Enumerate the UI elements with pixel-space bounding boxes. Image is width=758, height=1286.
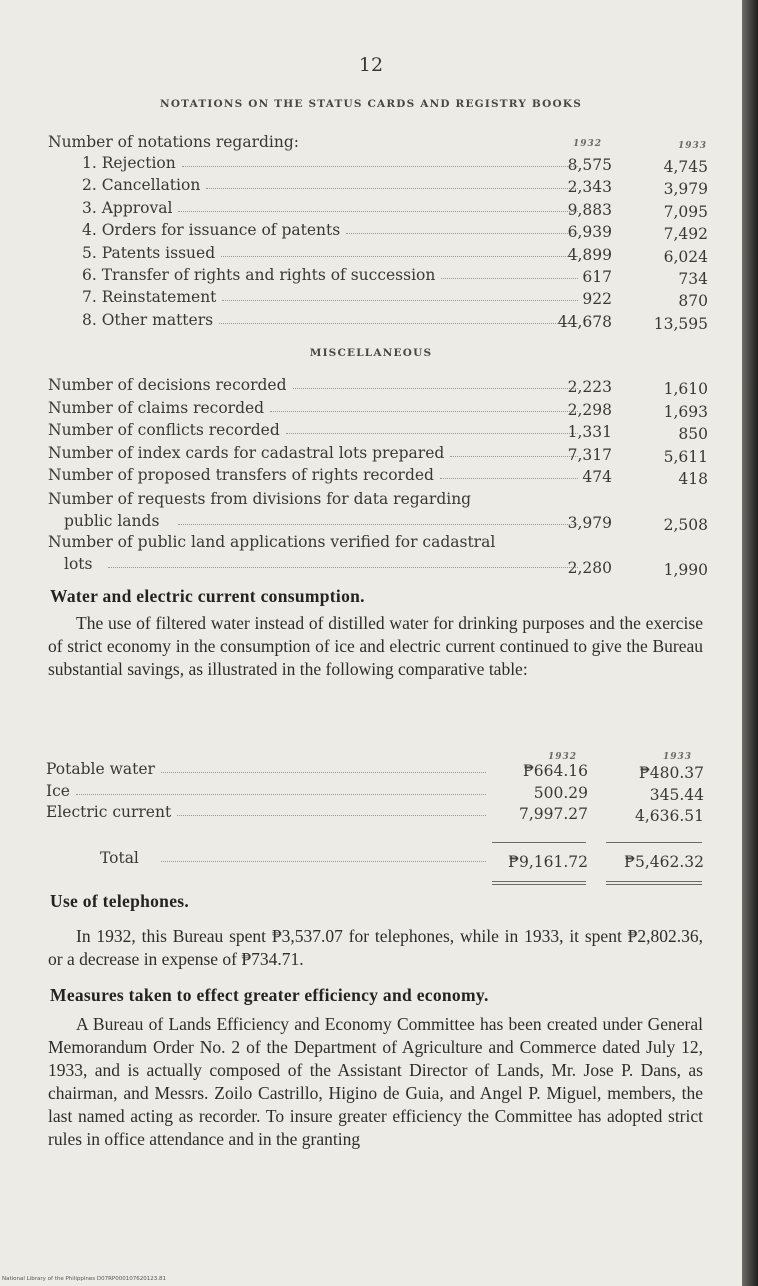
misc-title: MISCELLANEOUS (309, 347, 433, 359)
total-double-rule (492, 884, 586, 885)
water-row-1932: 7,997.27 (518, 805, 588, 823)
leader-dots (178, 524, 578, 525)
water-row (46, 801, 706, 823)
total-double-rule (606, 881, 702, 882)
water-heading: Water and electric current consumption. (50, 586, 365, 606)
notation-row (48, 286, 708, 311)
subtotal-rule (606, 842, 702, 843)
leader-dots (440, 478, 578, 479)
misc-row (48, 488, 708, 510)
leader-dots (177, 815, 486, 816)
water-row-1933: 345.44 (649, 785, 704, 804)
notations-title: NOTATIONS ON THE STATUS CARDS AND REGISTRY BOOKS (160, 98, 582, 110)
water-row-1932: 500.29 (533, 783, 588, 802)
notations-year-1933: 1933 (678, 141, 708, 151)
misc-row-1932: 7,317 (567, 445, 612, 464)
notation-row-1933: 7,095 (663, 202, 708, 221)
leader-dots (178, 211, 578, 212)
misc-row (48, 510, 708, 532)
leader-dots (219, 323, 578, 324)
notation-row-label: 3. Approval (82, 198, 173, 217)
misc-row-label: Number of index cards for cadastral lots prepared (48, 443, 445, 462)
measures-paragraph: A Bureau of Lands Efficiency and Economy Committee has been created under General Memorandum Order No. 2 of the Department of Agriculture and Commerce dated July 12, 1933, and is actually composed of the Assistant Director of Lands, Mr. Jose P. Dans, as chairman, and Messrs. Zoilo Castrillo, Higino de Guia, and Angel P. Miguel, members, the last named acting as recorder. To insure greater efficiency the Committee has adopted strict rules in office attendance and in the granting (48, 1014, 703, 1149)
misc-row (48, 531, 708, 553)
notation-row-1932: 6,939 (567, 223, 612, 242)
notation-row-label: 2. Cancellation (82, 176, 201, 195)
subtotal-rule (492, 842, 586, 843)
misc-row-label-line2: public lands (64, 512, 160, 530)
leader-dots (161, 772, 486, 773)
misc-row (48, 464, 708, 489)
water-row-label: Electric current (46, 803, 172, 821)
notation-row-label: 7. Reinstatement (82, 288, 217, 307)
misc-row-label: Number of proposed transfers of rights recorded (48, 466, 434, 485)
misc-row-1933: 1,693 (663, 402, 708, 421)
misc-row-1932: 3,979 (567, 514, 612, 532)
notation-row-1933: 4,745 (663, 158, 708, 176)
leader-dots (108, 567, 578, 568)
misc-row-label: Number of conflicts recorded (48, 421, 280, 440)
misc-row (48, 553, 708, 579)
notation-row-label: 8. Other matters (82, 310, 214, 329)
water-total-row (46, 847, 706, 869)
total-double-rule (606, 884, 702, 885)
notation-row-label: 6. Transfer of rights and rights of succession (82, 266, 436, 284)
leader-dots (346, 233, 578, 234)
leader-dots (270, 411, 578, 412)
water-row (46, 780, 706, 802)
notation-row (48, 197, 708, 219)
notation-row-1933: 6,024 (663, 247, 708, 266)
leader-dots (206, 188, 578, 189)
notation-row (48, 219, 708, 244)
water-year-1933: 1933 (663, 752, 693, 762)
telephones-heading: Use of telephones. (50, 891, 190, 911)
notations-intro-row (48, 131, 708, 153)
misc-row-1933: 850 (678, 425, 708, 444)
misc-row-label: Number of decisions recorded (48, 376, 287, 394)
notation-row (48, 174, 708, 199)
misc-row-1932: 2,223 (567, 378, 612, 396)
leader-dots (450, 456, 578, 457)
scan-footer: National Library of the Philippines D07RP000107620123.81 (2, 1276, 166, 1282)
water-total-1932: ₱9,161.72 (508, 853, 588, 871)
telephones-paragraph: In 1932, this Bureau spent ₱3,537.07 for telephones, while in 1933, it spent ₱2,802.36, or a decrease in expense of ₱734.71. (48, 926, 703, 969)
leader-dots (182, 166, 578, 167)
misc-row (48, 442, 708, 464)
water-row (46, 758, 706, 780)
leader-dots (293, 388, 578, 389)
leader-dots (76, 794, 486, 795)
water-year-1932: 1932 (548, 752, 578, 762)
misc-row-1932: 474 (582, 468, 612, 487)
notation-row-1932: 8,575 (567, 156, 612, 174)
water-row-1932: ₱664.16 (522, 762, 588, 780)
notation-row (48, 309, 708, 331)
notation-row-1932: 2,343 (567, 178, 612, 197)
leader-dots (286, 433, 578, 434)
notation-row-1933: 870 (678, 292, 708, 311)
misc-row-label: Number of claims recorded (48, 398, 265, 417)
total-double-rule (492, 881, 586, 882)
leader-dots (161, 861, 486, 862)
notation-row-1932: 4,899 (567, 245, 612, 264)
notation-row-label: 4. Orders for issuance of patents (82, 221, 341, 240)
misc-row (48, 419, 708, 444)
misc-row (48, 374, 708, 396)
water-total-1933: ₱5,462.32 (624, 853, 704, 871)
notation-row-1933: 7,492 (663, 225, 708, 244)
water-row-1933: ₱480.37 (638, 764, 704, 782)
notation-row-label: 5. Patents issued (82, 243, 216, 262)
misc-row-1933: 5,611 (663, 447, 708, 466)
misc-row-1933: 2,508 (663, 516, 708, 534)
notation-row-1932: 617 (582, 268, 612, 286)
notation-row-1932: 922 (582, 290, 612, 309)
misc-row (48, 397, 708, 419)
notation-row-label: 1. Rejection (82, 154, 176, 172)
page-number: 12 (358, 54, 384, 76)
water-total-label: Total (100, 849, 139, 867)
water-row-label: Ice (46, 781, 70, 800)
misc-row-1932: 1,331 (567, 423, 612, 442)
notation-row-1933: 13,595 (653, 314, 708, 333)
notation-row-1933: 3,979 (663, 180, 708, 199)
notation-row (48, 264, 708, 286)
misc-row-1932: 2,280 (567, 559, 612, 577)
water-paragraph: The use of filtered water instead of distilled water for drinking purposes and the exercise of strict economy in the consumption of ice and electric current continued to give the Bureau substantial savings, as illustrated in the following comparative table: (48, 613, 703, 679)
page-edge-shadow (742, 0, 758, 1286)
misc-row-1933: 418 (678, 470, 708, 489)
misc-row-1932: 2,298 (567, 400, 612, 419)
misc-row-1933: 1,610 (663, 380, 708, 398)
notation-row (48, 242, 708, 264)
leader-dots (221, 256, 578, 257)
notation-row (48, 152, 708, 174)
leader-dots (441, 278, 578, 279)
water-row-label: Potable water (46, 760, 155, 778)
misc-row-1933: 1,990 (663, 561, 708, 579)
notation-row-1932: 9,883 (567, 200, 612, 219)
notations-intro: Number of notations regarding: (48, 133, 299, 151)
notation-row-1932: 44,678 (557, 312, 612, 331)
misc-row-label-line1: Number of requests from divisions for data regarding (48, 490, 472, 508)
notation-row-1933: 734 (678, 270, 708, 288)
measures-heading: Measures taken to effect greater efficiency and economy. (50, 985, 489, 1005)
leader-dots (222, 300, 578, 301)
misc-row-label-line1: Number of public land applications verified for cadastral (48, 533, 496, 551)
notations-year-1932: 1932 (573, 139, 603, 149)
misc-row-label-line2: lots (64, 555, 93, 573)
water-row-1933: 4,636.51 (634, 807, 704, 825)
